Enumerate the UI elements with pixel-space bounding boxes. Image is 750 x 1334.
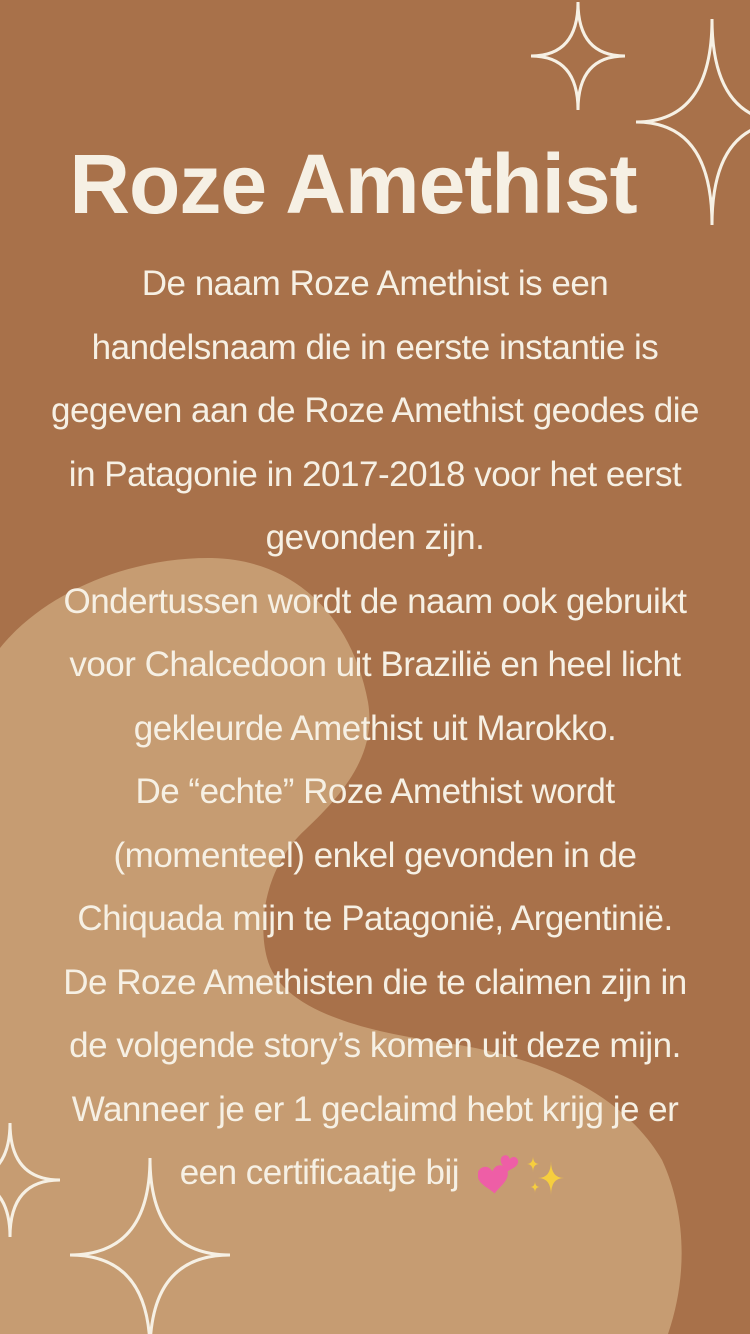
body-line: gevonden zijn. — [265, 518, 485, 557]
body-text — [0, 252, 750, 1205]
body-line: gegeven aan de Roze Amethist geodes die — [51, 391, 699, 430]
body-line: De “echte” Roze Amethist wordt — [135, 772, 615, 811]
body-line: gekleurde Amethist uit Marokko. — [133, 708, 617, 748]
body-line: voor Chalcedoon uit Brazilië en heel licht — [69, 645, 681, 684]
page-title: Roze Amethist — [69, 137, 637, 231]
body-line: de volgende story’s komen uit deze mijn. — [69, 1026, 681, 1065]
sparkles-emoji — [524, 1153, 570, 1197]
body-line: Ondertussen wordt de naam ook gebruikt — [63, 581, 687, 621]
body-line: (momenteel) enkel gevonden in de — [113, 835, 637, 875]
body-line: De Roze Amethisten die te claimen zijn in — [63, 962, 687, 1002]
emoji-group — [478, 1153, 570, 1197]
body-line: handelsnaam die in eerste instantie is — [91, 327, 659, 367]
body-line: een certificaatje bij — [0, 1141, 750, 1205]
body-line: Chiquada mijn te Patagonië, Argentinië. — [77, 899, 673, 938]
two-hearts-emoji — [478, 1154, 522, 1196]
sparkle-outline-top-right-small — [531, 2, 625, 110]
body-line: in Patagonie in 2017-2018 voor het eerst — [68, 454, 682, 494]
body-line: Wanneer je er 1 geclaimd hebt krijg je er — [71, 1089, 679, 1129]
body-line: De naam Roze Amethist is een — [141, 264, 609, 303]
